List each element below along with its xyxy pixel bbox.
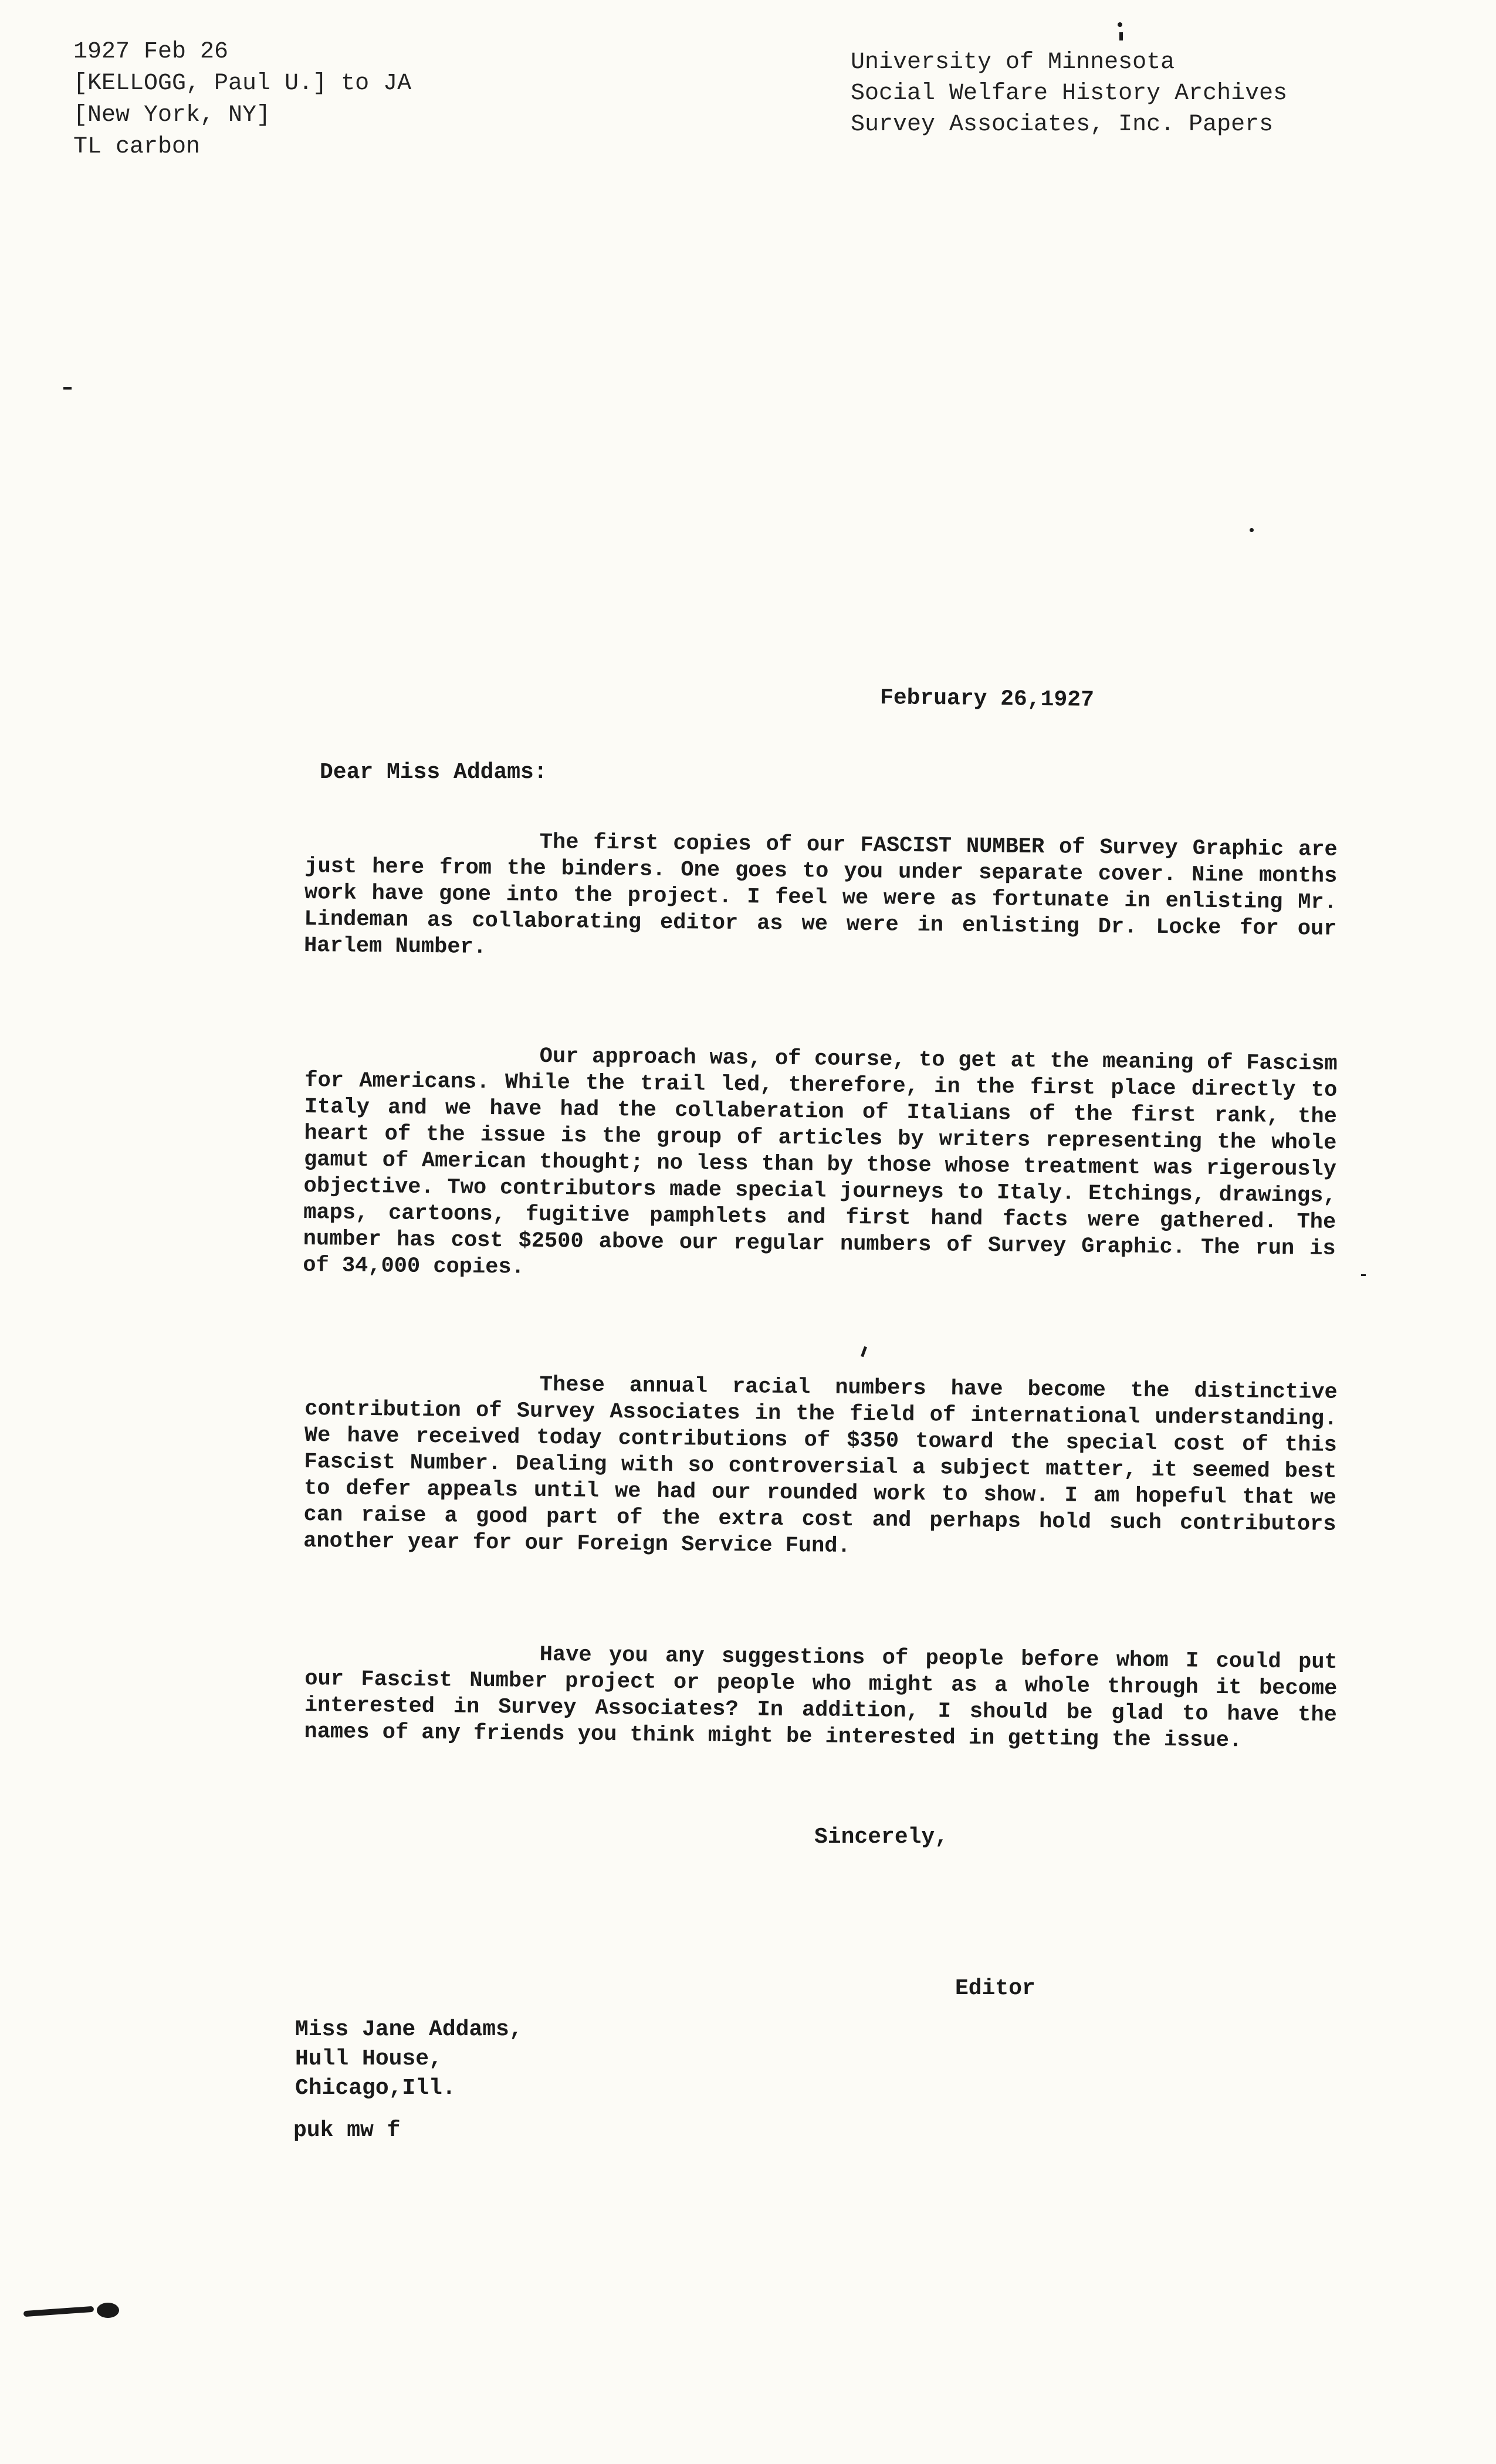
margin-ink-blot — [97, 2303, 119, 2318]
recipient-name: Miss Jane Addams, — [295, 2017, 523, 2042]
letter-paragraph-2: Our approach was, of course, to get at the meaning of Fascism for Americans. While the trail led, therefore, in the first place directly to Italy and we have had the collaberation of Italians of the first rank, the heart of the issue is the group of articles by writers representing the whole gamut of American thought; no less than by those whose treatment was rigerously objective. Two contributors made special journeys to Italy. Etchings, drawings, maps, cartoons, fugitive pamphlets and first hand facts were gathered. The number has cost $2500 above our regular numbers of Survey Graphic. The run is of 34,000 copies. — [303, 1044, 1338, 1280]
margin-speck — [861, 1346, 867, 1358]
recipient-street: Hull House, — [295, 2046, 442, 2072]
margin-speck — [1250, 528, 1254, 532]
archival-note-correspondents: [KELLOGG, Paul U.] to JA — [73, 70, 412, 97]
archival-note-place: [New York, NY] — [73, 102, 271, 128]
margin-ink-mark — [23, 2306, 94, 2317]
letter-paragraph-3: These annual racial numbers have become the distinctive contribution of Survey Associates in the field of international understanding. We have received today contributions of $350 toward the special cost of this Fascist Number. Dealing with so controversial a subject matter, it seemed best to defer appeals until we had our rounded work to show. I am hopeful that we can raise a good part of the extra cost and perhaps hold such contributors another year for our Foreign Service Fund. — [303, 1372, 1338, 1559]
archival-note-format: TL carbon — [73, 134, 201, 160]
letter-paragraph-1: The first copies of our FASCIST NUMBER of Survey Graphic are just here from the binders. One goes to you under separate cover. Nine months work have gone into the project. I feel we were as fortunate in enlisting Mr. Lindeman as collaborating editor as we were in enlisting Dr. Locke for our Harlem Number. — [303, 830, 1338, 960]
archive-source — [851, 47, 1287, 140]
archive-source-institution: University of Minnesota — [851, 49, 1175, 76]
typist-initials: puk mw f — [293, 2118, 401, 2143]
signature-title: Editor — [955, 1976, 1035, 2001]
letter-paragraph-4: Have you any suggestions of people before whom I could put our Fascist Number project or people who might as a whole through it become interested in Survey Associates? In addition, I should be glad to have the names of any friends you think might be interested in getting the issue. — [304, 1642, 1338, 1754]
margin-tick — [63, 387, 72, 390]
archive-source-archive: Social Welfare History Archives — [851, 80, 1288, 107]
letter-date: February 26,1927 — [879, 685, 1095, 713]
recipient-address — [295, 2015, 523, 2103]
letter-salutation: Dear Miss Addams: — [320, 760, 547, 785]
archival-note — [73, 36, 411, 163]
letter-closing: Sincerely, — [814, 1825, 949, 1850]
archive-source-collection: Survey Associates, Inc. Papers — [851, 111, 1274, 138]
archival-note-date: 1927 Feb 26 — [73, 39, 229, 65]
corner-speck — [1119, 32, 1123, 40]
margin-tick — [1361, 1274, 1366, 1276]
corner-speck — [1118, 22, 1122, 27]
recipient-city: Chicago,Ill. — [295, 2076, 456, 2101]
